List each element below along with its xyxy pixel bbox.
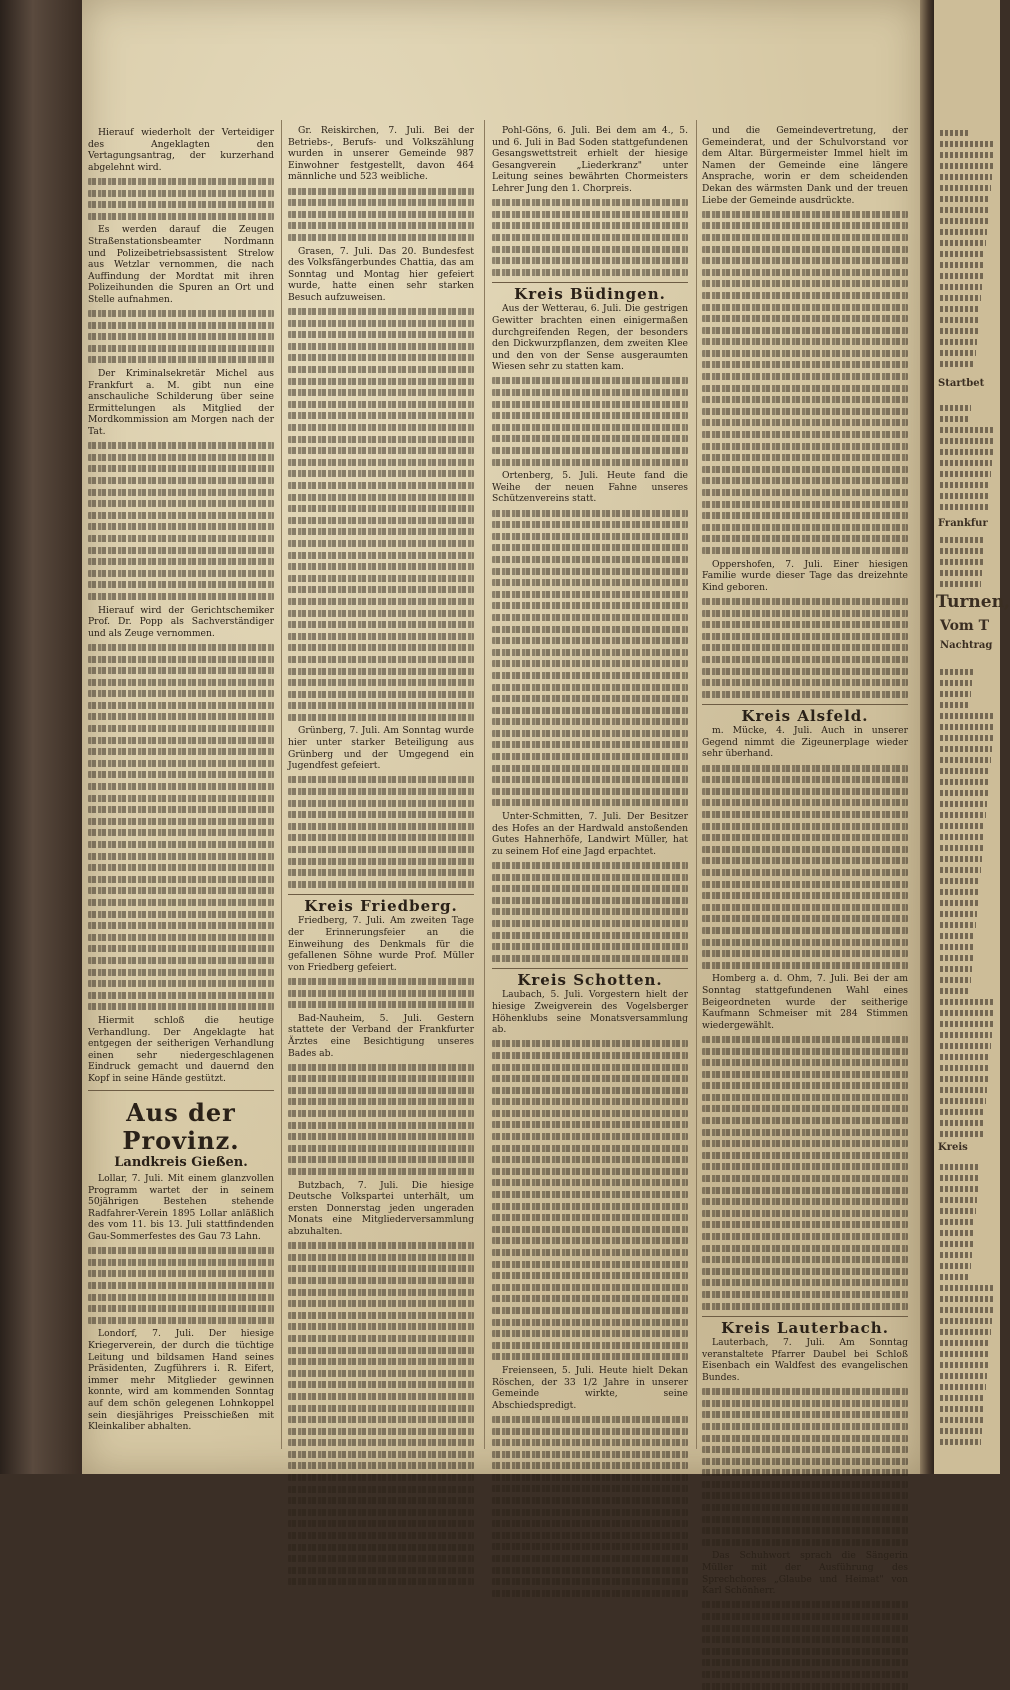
next-page-text-line [940, 262, 984, 268]
next-page-text-line [940, 1043, 991, 1049]
next-page-text-line [940, 911, 977, 917]
next-page-text-line [940, 702, 970, 708]
next-page-text-line [940, 988, 970, 994]
text-block [702, 598, 908, 698]
article-paragraph: Unter-Schmitten, 7. Juli. Der Besitzer des Hofes an der Hardwald anstoßenden Gutes Hahnerhöfe, Landwirt Müller, hat zu seinem Hof eine Jagd erpachtet. [492, 811, 688, 857]
next-page-text-line [940, 878, 980, 884]
section-title: Kreis Alsfeld. [741, 706, 869, 725]
next-page-text-line [940, 284, 982, 290]
next-page-text-line [940, 768, 990, 774]
text-block [702, 1388, 908, 1546]
next-page-text-line [940, 240, 986, 246]
text-block [702, 765, 908, 969]
next-page-text-line [940, 1230, 974, 1236]
next-page-text-line [940, 1417, 983, 1423]
article-paragraph: Friedberg, 7. Juli. Am zweiten Tage der Erinnerungsfeier an die Einweihung des Denkmals für die gefallenen Söhne wurde Prof. Müller von Friedberg gefeiert. [288, 915, 474, 973]
next-page-text-line [940, 438, 994, 444]
article-paragraph: Lauterbach, 7. Juli. Am Sonntag veranstaltete Pfarrer Daubel bei Schloß Eisenbach ein Waldfest des evangelischen Bundes. [702, 1337, 908, 1383]
column-3 [492, 125, 688, 1444]
column-separator [484, 120, 485, 1449]
divider [492, 968, 688, 969]
next-page-text-line [940, 922, 976, 928]
text-block [492, 862, 688, 962]
next-page-text-line [940, 977, 971, 983]
next-page-text-line [940, 889, 979, 895]
next-page-text-line [940, 141, 995, 147]
next-page-text-line [940, 471, 991, 477]
next-page-text-line [940, 229, 987, 235]
divider [702, 704, 908, 705]
divider [492, 282, 688, 283]
next-page-text-line [940, 1098, 986, 1104]
text-block [288, 1242, 474, 1585]
article-paragraph: Butzbach, 7. Juli. Die hiesige Deutsche Volkspartei unterhält, um ersten Donnerstag jeden ungeraden Monats eine Mitgliederversammlung abzuhalten. [288, 1179, 474, 1237]
next-page-text-line [940, 306, 980, 312]
next-page-text-line [940, 1076, 988, 1082]
next-page-text-line [940, 218, 988, 224]
next-page-text-line [940, 1340, 990, 1346]
next-page-text-line [940, 152, 994, 158]
text-block [288, 776, 474, 887]
next-page-text-line [940, 1032, 992, 1038]
next-page-text-line [940, 1065, 989, 1071]
next-page-text-line [940, 1175, 979, 1181]
next-page-text-line [940, 317, 979, 323]
text-block [88, 442, 274, 600]
next-page-edge [934, 0, 1010, 1474]
next-page-text-line [940, 581, 981, 587]
text-block [288, 978, 474, 1008]
next-page-text-line [940, 174, 992, 180]
subsection-title: Landkreis Gießen. [114, 1155, 248, 1171]
section-title: Kreis Friedberg. [304, 896, 458, 915]
next-page-text-line [940, 735, 993, 741]
next-page-text-line [940, 482, 990, 488]
next-page-text-line [940, 350, 976, 356]
section-title: Aus der Provinz. [122, 1098, 240, 1156]
next-page-text-line [940, 713, 995, 719]
next-page-text-line [940, 680, 972, 686]
article-paragraph: m. Mücke, 4. Juli. Auch in unserer Gegend nimmt die Zigeunerplage wieder sehr überhand. [702, 725, 908, 760]
article-paragraph: Laubach, 5. Juli. Vorgestern hielt der hiesige Zweigverein des Vogelsberger Höhenklubs seine Monatsversammlung ab. [492, 989, 688, 1036]
next-page-text-line [940, 1362, 988, 1368]
left-page-edge [0, 0, 82, 1474]
next-page-text-line [940, 1021, 993, 1027]
article-paragraph: Grünberg, 7. Juli. Am Sonntag wurde hier unter starker Beteiligung aus Grünberg und der Umgegend ein Jugendfest gefeiert. [288, 725, 474, 772]
next-page-text-line [940, 1384, 986, 1390]
next-page-text-line [940, 196, 990, 202]
next-page-text-line [940, 1197, 977, 1203]
next-page-text-line [940, 1131, 983, 1137]
next-page-text-line [940, 999, 995, 1005]
section-title: Kreis Schotten. [517, 970, 663, 989]
next-page-fragment: Kreis [938, 1142, 968, 1153]
next-page-text-line [940, 328, 978, 334]
next-page-text-line [940, 427, 995, 433]
text-block [702, 211, 908, 554]
article-paragraph: Aus der Wetterau, 6. Juli. Die gestrigen Gewitter brachten einen einigermaßen durchgreifenden Regen, der besonders den Dickwurzpflanzen, dem zweiten Klee und den von der Sense ausgeraumten Wiesen sehr zu statten kam. [492, 303, 688, 373]
next-page-text-line [940, 1351, 989, 1357]
next-page-text-line [940, 130, 970, 136]
column-separator [696, 120, 697, 1449]
next-page-text-line [940, 845, 983, 851]
divider [288, 894, 474, 895]
next-page-fragment: Startbet [938, 378, 985, 389]
text-block [702, 1601, 908, 1689]
text-block [702, 1036, 908, 1310]
article-paragraph: und die Gemeindevertretung, der Gemeinderat, und der Schulvorstand vor dem Altar. Bürgermeister Immel hielt im Namen der Gemeinde eine längere Ansprache, worin er dem scheidenden Dekan des wärmsten Dank und der treuen Liebe der Gemeinde ausdrückte. [702, 125, 908, 206]
next-page-text-line [940, 1318, 992, 1324]
text-block [88, 1247, 274, 1324]
column-separator [281, 120, 282, 1449]
section-title: Kreis Lauterbach. [721, 1318, 889, 1337]
next-page-text-line [940, 1087, 987, 1093]
next-page-text-line [940, 405, 971, 411]
next-page-text-line [940, 548, 984, 554]
article-paragraph: Oppershofen, 7. Juli. Einer hiesigen Familie wurde dieser Tage das dreizehnte Kind geboren. [702, 558, 908, 593]
column-2 [288, 125, 474, 1444]
next-page-text-line [940, 1296, 994, 1302]
next-page-text-line [940, 1406, 984, 1412]
article-paragraph: Hierauf wiederholt der Verteidiger des Angeklagten den Vertagungsantrag, der kurzerhand abgelehnt wird. [88, 127, 274, 173]
column-4 [702, 125, 908, 1597]
next-page-text-line [940, 493, 989, 499]
next-page-text-line [940, 1263, 971, 1269]
next-page-text-line [940, 570, 982, 576]
next-page-fragment: Vom T [940, 618, 990, 634]
text-block [288, 308, 474, 721]
next-page-text-line [940, 504, 988, 510]
next-page-text-line [940, 757, 991, 763]
next-page-text-line [940, 1120, 984, 1126]
article-paragraph: Gr. Reiskirchen, 7. Juli. Bei der Betriebs-, Berufs- und Volkszählung wurden in unserer Gemeinde 987 Einwohner festgestellt, davon 464 männliche und 523 weibliche. [288, 125, 474, 183]
next-page-text-line [940, 559, 983, 565]
text-block [492, 1416, 688, 1597]
next-page-text-line [940, 1241, 973, 1247]
next-page-text-line [940, 1010, 994, 1016]
next-page-text-line [940, 251, 985, 257]
next-page-text-line [940, 900, 978, 906]
next-page-fragment: Frankfur [938, 518, 988, 529]
next-page-text-line [940, 1439, 981, 1445]
text-block [88, 178, 274, 220]
next-page-text-line [940, 1307, 993, 1313]
article-paragraph: Pohl-Göns, 6. Juli. Bei dem am 4., 5. und 6. Juli in Bad Soden stattgefundenen Gesangswettstreit erhielt der hiesige Gesangverein „Liederkranz" unter Leitung seines bewährten Chormeisters Lehrer Jung den 1. Chorpreis. [492, 125, 688, 194]
next-page-fragment: Turnen, [936, 592, 1010, 612]
next-page-text-line [940, 295, 981, 301]
next-page-text-line [940, 1208, 976, 1214]
next-page-text-line [940, 1252, 972, 1258]
next-page-text-line [940, 812, 986, 818]
next-page-text-line [940, 1428, 982, 1434]
next-page-text-line [940, 361, 975, 367]
article-paragraph: Grasen, 7. Juli. Das 20. Bundesfest des Volksfängerbundes Chattia, das am Sonntag und Montag hier gefeiert wurde, hatte einen sehr starken Besuch aufzuweisen. [288, 245, 474, 303]
next-page-text-line [940, 779, 989, 785]
next-page-text-line [940, 1285, 995, 1291]
next-page-text-line [940, 339, 977, 345]
next-page-text-line [940, 1186, 978, 1192]
column-1 [88, 127, 274, 1444]
next-page-text-line [940, 163, 993, 169]
text-block [88, 310, 274, 363]
article-paragraph: Homberg a. d. Ohm, 7. Juli. Bei der am Sonntag stattgefundenen Wahl eines Beigeordneten wurde der seitherige Kaufmann Schmeiser mit 284 Stimmen wiedergewählt. [702, 973, 908, 1031]
text-block [88, 644, 274, 1010]
next-page-fragment: Nachtrag [940, 640, 993, 651]
article-paragraph: Hierauf wird der Gerichtschemiker Prof. Dr. Popp als Sachverständiger und als Zeuge vernommen. [88, 604, 274, 639]
article-paragraph: Londorf, 7. Juli. Der hiesige Kriegerverein, der durch die tüchtige Leitung und bildsamen Hand seines Präsidenten, Zugführers i. R. Eifert, immer mehr Mitglieder gewinnen konnte, wird am kommenden Sonntag auf dem schön gelegenen Lohnkoppel sein diesjähriges Preisschießen mit Kleinkaliber abhalten. [88, 1328, 274, 1433]
next-page-text-line [940, 1373, 987, 1379]
next-page-text-line [940, 834, 984, 840]
next-page-text-line [940, 867, 981, 873]
text-block [492, 377, 688, 465]
article-paragraph: Es werden darauf die Zeugen Straßenstationsbeamter Nordmann und Polizeibetriebsassistent Strelow aus Wetzlar vernommen, die nach Auffindung der Mordtat mit ihren Polizeihunden die Spuren an Ort und Stelle aufnahmen. [88, 224, 274, 305]
article-paragraph: Das Schuhwort sprach die Sängerin Müller mit der Ausführung des Sprechchores „Glaube und Heimat" von Karl Schönherr. [702, 1550, 908, 1597]
next-page-text-line [940, 955, 973, 961]
next-page-text-line [940, 856, 982, 862]
next-page-text-line [940, 966, 972, 972]
next-page-text-line [940, 1164, 980, 1170]
next-page-text-line [940, 537, 985, 543]
next-page-text-line [940, 691, 971, 697]
next-page-text-line [940, 669, 973, 675]
article-paragraph: Der Kriminalsekretär Michel aus Frankfurt a. M. gibt nun eine anschauliche Schilderung über seine Ermittelungen als Mitglied der Mordkommission am Morgen nach der Tat. [88, 368, 274, 438]
article-paragraph: Ortenberg, 5. Juli. Heute fand die Weihe der neuen Fahne unseres Schützenvereins statt. [492, 470, 688, 505]
text-block [492, 1040, 688, 1360]
book-gutter [920, 0, 934, 1474]
next-page-text-line [940, 801, 987, 807]
next-page-text-line [940, 823, 985, 829]
text-block [288, 188, 474, 241]
next-page-text-line [940, 1109, 985, 1115]
next-page-text-line [940, 933, 975, 939]
article-paragraph: Hiermit schloß die heutige Verhandlung. Der Angeklagte hat entgegen der seitherigen Verhandlung einen sehr niedergeschlagenen Eindruck gemacht und dauernd den Kopf in seine Hände gestützt. [88, 1014, 274, 1084]
text-block [492, 199, 688, 276]
next-page-text-line [940, 790, 988, 796]
next-page-text-line [940, 746, 992, 752]
next-page-text-line [940, 1054, 990, 1060]
next-page-text-line [940, 449, 993, 455]
divider [88, 1090, 274, 1091]
next-page-text-line [940, 1395, 985, 1401]
text-block [288, 1064, 474, 1175]
divider [702, 1316, 908, 1317]
section-title: Kreis Büdingen. [514, 284, 666, 303]
next-page-text-line [940, 1274, 970, 1280]
next-page-text-line [940, 944, 974, 950]
article-paragraph: Bad-Nauheim, 5. Juli. Gestern stattete der Verband der Frankfurter Ärztes eine Besichtigung unseres Bades ab. [288, 1012, 474, 1059]
article-paragraph: Lollar, 7. Juli. Mit einem glanzvollen Programm wartet der in seinem 50jährigen Bestehen stehende Radfahrer-Verein 1895 Lollar anläßlich des vom 11. bis 13. Juli stattfindenden Gau-Sommerfestes des Gau 73 Lahn. [88, 1173, 274, 1243]
next-page-text-line [940, 1219, 975, 1225]
next-page-text-line [940, 207, 989, 213]
next-page-text-line [940, 416, 970, 422]
next-page-text-line [940, 273, 983, 279]
next-page-text-line [940, 1329, 991, 1335]
next-page-text-line [940, 724, 994, 730]
next-page-text-line [940, 185, 991, 191]
text-block [492, 510, 688, 807]
next-page-text-line [940, 460, 992, 466]
article-paragraph: Freienseen, 5. Juli. Heute hielt Dekan Röschen, der 33 1/2 Jahre in unserer Gemeinde wirkte, seine Abschiedspredigt. [492, 1364, 688, 1411]
